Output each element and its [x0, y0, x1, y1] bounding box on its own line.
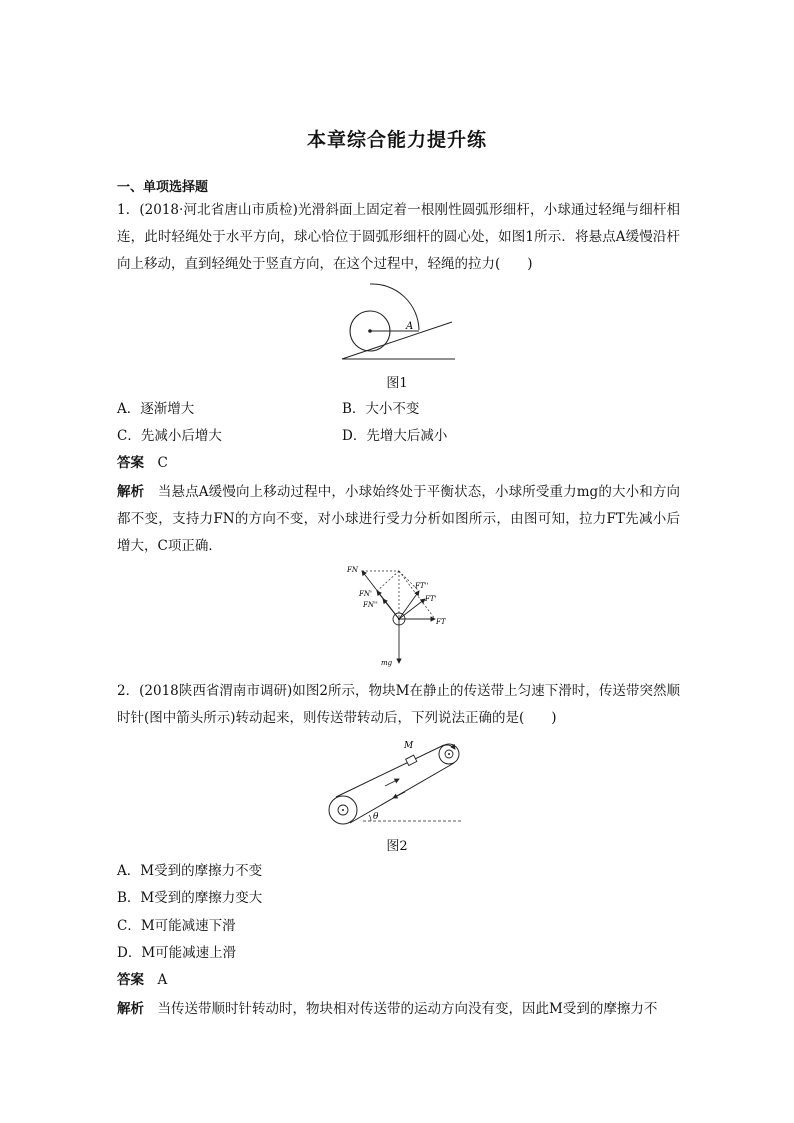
angle-theta-label: θ [373, 812, 379, 822]
q2-option-a: A．M受到的摩擦力不变 [117, 863, 263, 879]
force-label-ft: FT [436, 618, 446, 626]
q2-answer: A [157, 972, 168, 988]
figure-1-caption: 图1 [386, 376, 408, 391]
figure-2 [323, 737, 463, 829]
force-label-ft-prime: FT' [425, 595, 437, 603]
q1-answer: C [157, 455, 168, 471]
q1-option-a: A．逐渐增大 [117, 401, 195, 417]
figure-1 [335, 282, 465, 364]
q2-answer-label: 答案 [117, 972, 144, 988]
q2-option-c: C．M可能减速下滑 [117, 918, 236, 934]
force-diagram [345, 563, 455, 669]
q1-option-c: C．先减小后增大 [117, 428, 222, 444]
question-1-text: 1．(2018·河北省唐山市质检)光滑斜面上固定着一根刚性圆弧形细杆，小球通过轻绳与细杆相连，此时轻绳处于水平方向，球心恰位于圆弧形细杆的圆心处，如图1所示．将悬点A缓慢沿杆向上移动，直到轻绳处于竖直方向，在这个过程中，轻绳的拉力( ) [117, 202, 680, 272]
q2-analysis [117, 996, 680, 1023]
force-label-fn-double-prime: FN'' [363, 601, 378, 609]
q1-analysis [117, 479, 680, 560]
section-heading: 一、单项选择题 [117, 180, 209, 195]
figure-2-caption: 图2 [386, 839, 408, 854]
point-a-label: A [406, 321, 414, 332]
q1-answer-label: 答案 [117, 455, 144, 471]
block-m-label: M [404, 741, 414, 751]
force-label-fn: FN [347, 566, 358, 574]
q1-option-d: D．先增大后减小 [342, 428, 448, 444]
q2-analysis-label: 解析 [117, 1001, 144, 1017]
q1-analysis-text: 当悬点A缓慢向上移动过程中，小球始终处于平衡状态，小球所受重力mg的大小和方向都不变，支持力FN的方向不变，对小球进行受力分析如图所示，由图可知，拉力FT先减小后增大，C项正确． [117, 484, 680, 554]
force-label-ft-double-prime: FT'' [415, 582, 429, 590]
q2-option-b: B．M受到的摩擦力变大 [117, 890, 263, 906]
page-title: 本章综合能力提升练 [306, 129, 487, 151]
force-label-fn-prime: FN' [359, 590, 372, 598]
q2-analysis-text: 当传送带顺时针转动时，物块相对传送带的运动方向没有变，因此M受到的摩擦力不 [157, 1001, 658, 1017]
q2-option-d: D．M可能减速上滑 [117, 945, 237, 961]
question-2-text: 2．(2018陕西省渭南市调研)如图2所示，物块M在静止的传送带上匀速下滑时，传送带突然顺时针(图中箭头所示)转动起来，则传送带转动后，下列说法正确的是( ) [117, 683, 680, 726]
q1-option-b: B．大小不变 [342, 401, 420, 417]
q1-analysis-label: 解析 [117, 484, 145, 500]
force-label-mg: mg [381, 659, 393, 667]
